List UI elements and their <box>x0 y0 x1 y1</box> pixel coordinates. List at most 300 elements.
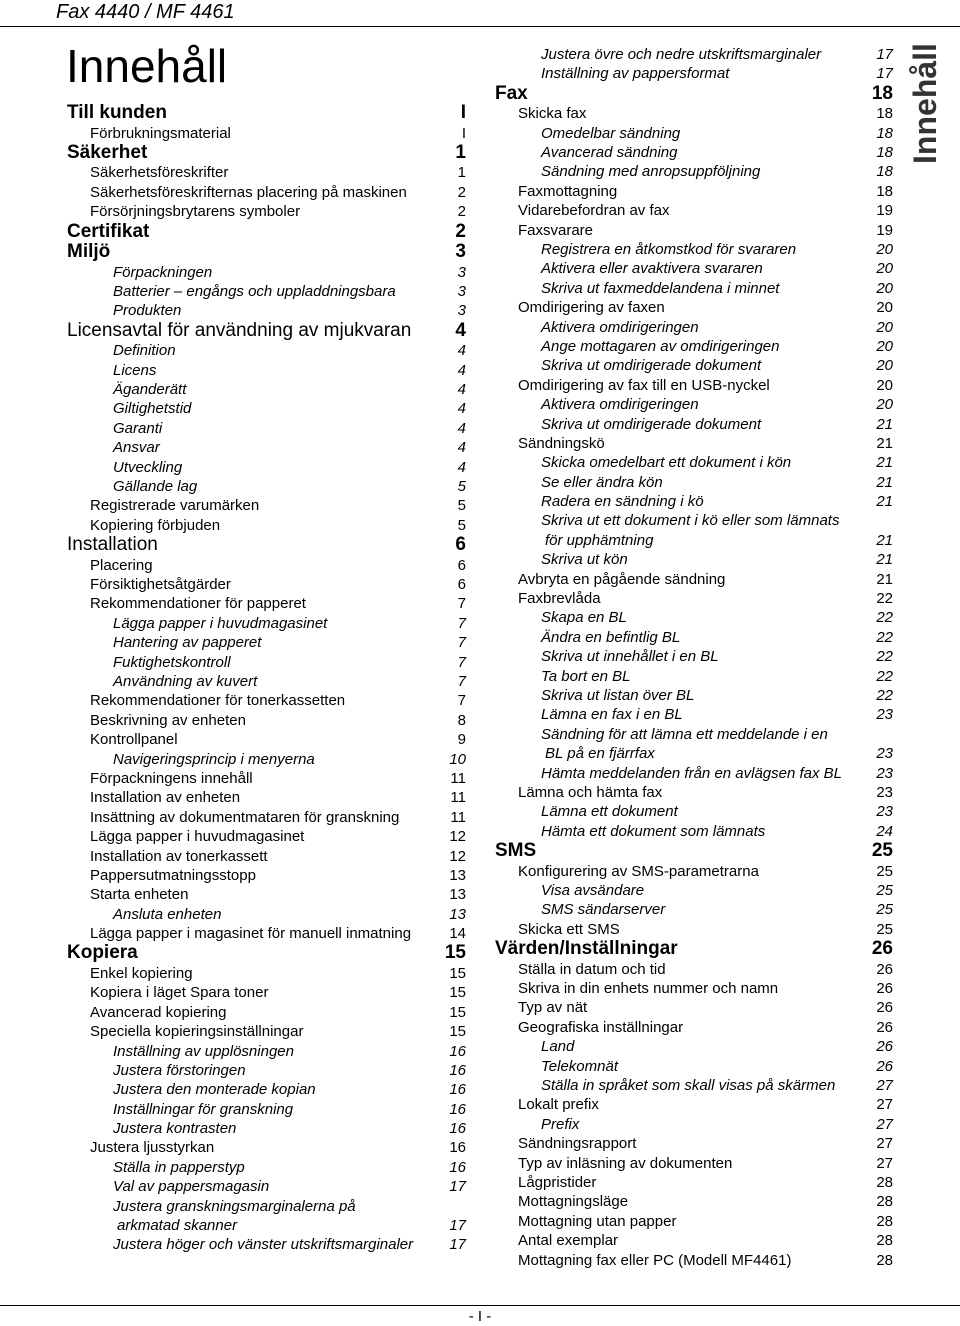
toc-entry-page: 28 <box>876 1193 893 1211</box>
toc-entry[interactable] <box>0 1251 900 1270</box>
toc-entry-title: Lämna en fax i en BL <box>541 706 683 724</box>
toc-entry-page: 4 <box>455 319 466 341</box>
toc-entry[interactable] <box>0 376 900 395</box>
toc-entry-title: Ta bort en BL <box>541 667 631 685</box>
toc-entry[interactable] <box>0 960 900 979</box>
toc-entry-page: 17 <box>449 1178 466 1196</box>
toc-entry-title: Äganderätt <box>113 381 187 399</box>
toc-entry-page: 20 <box>876 357 893 375</box>
toc-entry-page: 16 <box>449 1100 466 1118</box>
toc-entry-title: Sändningsrapport <box>518 1135 637 1153</box>
toc-entry-title: Lågpristider <box>518 1173 597 1191</box>
toc-entry-title: Mottagning fax eller PC (Modell MF4461) <box>518 1251 792 1269</box>
toc-entry-page: 6 <box>457 576 466 594</box>
toc-entry[interactable] <box>0 492 900 511</box>
toc-entry-title: Garanti <box>113 419 163 437</box>
toc-entry-page: 15 <box>449 964 466 982</box>
toc-entry[interactable] <box>0 920 900 939</box>
toc-entry-page: 23 <box>876 803 893 821</box>
toc-entry-page: 18 <box>876 105 893 123</box>
toc-entry-page: 17 <box>876 46 893 63</box>
toc-entry-title: Enkel kopiering <box>90 964 193 982</box>
toc-entry-page: 4 <box>457 400 466 418</box>
toc-entry-page: 4 <box>457 419 466 437</box>
toc-entry-title: Skriva ut listan över BL <box>541 687 695 704</box>
toc-entry-page: 11 <box>450 769 466 787</box>
toc-entry-title: Starta enheten <box>90 886 189 904</box>
toc-entry-title: Omdirigering av faxen <box>518 299 665 317</box>
toc-entry-title: Inställningar för granskning <box>113 1100 294 1118</box>
toc-entry[interactable] <box>0 608 900 627</box>
toc-entry[interactable] <box>0 1231 900 1250</box>
toc-entry-page: 22 <box>876 609 893 627</box>
toc-entry-page: 16 <box>449 1139 466 1157</box>
toc-entry[interactable] <box>0 1212 900 1231</box>
toc-entry[interactable] <box>0 705 900 724</box>
toc-entry-page: 3 <box>457 302 466 320</box>
toc-entry-page: 18 <box>876 182 893 200</box>
toc-entry[interactable] <box>0 822 900 841</box>
toc-entry-title: Typ av inläsning av dokumenten <box>518 1154 733 1172</box>
toc-entry-title: Försörjningsbrytarens symboler <box>90 203 301 221</box>
toc-entry[interactable] <box>0 473 900 492</box>
toc-entry-title: Justera granskningsmarginalerna på <box>113 1197 356 1215</box>
toc-entry[interactable] <box>0 628 900 647</box>
toc-entry-page: 18 <box>871 82 893 104</box>
toc-entry-page: 27 <box>876 1077 893 1095</box>
toc-entry-title: Geografiska inställningar <box>518 1018 684 1036</box>
toc-entry-title: Mottagning utan papper <box>518 1212 677 1230</box>
toc-entry-page: 21 <box>876 551 893 569</box>
section-side-tab <box>902 44 948 162</box>
toc-entry-page: 28 <box>876 1232 893 1250</box>
toc-entry-title: Skriva ut ett dokument i kö eller som lämnats <box>541 512 840 530</box>
toc-entry[interactable] <box>0 453 900 472</box>
toc-entry-title: Förbrukningsmaterial <box>90 124 231 142</box>
toc-entry[interactable] <box>0 1134 900 1153</box>
toc-entry-title: Faxsvarare <box>518 221 594 239</box>
toc-entry-title: arkmatad skanner <box>117 1217 238 1235</box>
toc-entry[interactable] <box>0 395 900 414</box>
toc-entry-title: Faxbrevlåda <box>518 590 601 608</box>
page-title: Innehåll <box>66 40 228 92</box>
toc-entry-title: Produkten <box>113 302 182 320</box>
toc-entry-title: Lägga papper i huvudmagasinet <box>113 614 328 632</box>
toc-entry-page: 16 <box>449 1042 466 1060</box>
toc-entry-title: Prefix <box>541 1115 580 1133</box>
toc-entry-title: Justera ljusstyrkan <box>90 1139 215 1157</box>
toc-entry-title: Inställning av upplösningen <box>113 1042 294 1060</box>
toc-entry-title: Skicka omedelbart ett dokument i kön <box>541 454 792 472</box>
toc-entry-title: Installation av enheten <box>90 789 241 807</box>
toc-entry-title: Gällande lag <box>113 477 198 495</box>
toc-entry-title: Säkerhet <box>67 141 148 163</box>
toc-entry[interactable] <box>0 1076 900 1095</box>
toc-entry-page: 17 <box>449 1217 466 1235</box>
toc-entry[interactable] <box>0 124 900 143</box>
toc-entry[interactable] <box>0 686 900 705</box>
toc-entry-title: Val av pappersmagasin <box>113 1178 270 1196</box>
toc-entry-page: 5 <box>457 497 466 515</box>
toc-entry-page: 14 <box>449 925 466 943</box>
toc-entry-title: Skicka fax <box>518 105 587 123</box>
toc-entry-page: 5 <box>457 477 466 495</box>
toc-entry-page: I <box>460 102 466 123</box>
toc-entry[interactable] <box>0 667 900 686</box>
toc-entry-page: 18 <box>876 163 893 181</box>
toc-entry-page: 4 <box>457 361 466 379</box>
toc-entry-title: Ställa in datum och tid <box>518 960 666 978</box>
toc-entry[interactable] <box>0 764 900 783</box>
toc-entry-page: 21 <box>876 570 893 588</box>
toc-entry-title: Beskrivning av enheten <box>90 711 246 729</box>
toc-entry[interactable] <box>0 104 900 123</box>
toc-entry-page: 7 <box>457 653 466 671</box>
toc-entry-page: 6 <box>457 556 466 574</box>
toc-entry-title: Skapa en BL <box>541 609 627 627</box>
toc-entry-page: 3 <box>455 241 466 263</box>
toc-entry-title: Fuktighetskontroll <box>113 653 231 671</box>
toc-entry-title: Ställa in språket som skall visas på skärmen <box>541 1077 836 1095</box>
toc-entry-title: Pappersutmatningsstopp <box>90 866 256 884</box>
toc-entry-page: 18 <box>876 144 893 162</box>
toc-entry-title: Registrera en åtkomstkod för svararen <box>541 241 797 259</box>
toc-entry-title: Justera kontrasten <box>113 1120 237 1138</box>
toc-entry-page: 7 <box>457 692 466 710</box>
toc-entry[interactable] <box>0 64 900 83</box>
toc-entry-page: 27 <box>876 1154 893 1172</box>
toc-entry[interactable] <box>0 744 900 763</box>
toc-entry[interactable] <box>0 783 900 802</box>
toc-entry[interactable] <box>0 201 900 220</box>
toc-entry-title: Batterier – engångs och uppladdningsbara <box>113 282 396 300</box>
toc-entry-page: 17 <box>876 65 893 83</box>
toc-entry-title: Rekommendationer för papperet <box>90 595 306 613</box>
toc-entry-page: 7 <box>457 672 466 690</box>
toc-entry-page: 16 <box>449 1158 466 1176</box>
toc-entry-title: Skicka ett SMS <box>518 920 620 938</box>
toc-entry[interactable] <box>0 841 900 862</box>
page-number: - I - <box>468 1308 492 1325</box>
footer-divider <box>0 1305 960 1306</box>
toc-entry-page: 23 <box>876 706 893 724</box>
toc-entry-page: 20 <box>876 260 893 278</box>
toc-entry-page: 15 <box>449 984 466 1002</box>
toc-entry-title: Land <box>541 1038 575 1056</box>
document-header-title: Fax 4440 / MF 4461 <box>56 1 235 23</box>
toc-entry[interactable] <box>0 337 900 356</box>
toc-entry-page: 17 <box>449 1236 466 1254</box>
toc-entry-page: 24 <box>876 822 893 840</box>
toc-entry-page: 16 <box>449 1061 466 1079</box>
toc-entry-page: 25 <box>871 840 893 862</box>
toc-entry-page: 20 <box>876 376 893 394</box>
toc-entry-page: 1 <box>457 164 466 182</box>
toc-entry-title: för upphämtning <box>545 531 654 549</box>
toc-entry-title: Värden/Inställningar <box>495 938 678 960</box>
header-divider <box>0 26 960 27</box>
toc-entry[interactable] <box>0 240 900 259</box>
toc-entry-title: Till kunden <box>67 102 167 123</box>
toc-entry-title: Förpackningens innehåll <box>90 769 253 787</box>
toc-entry-title: SMS <box>495 840 537 862</box>
toc-entry[interactable] <box>0 1037 900 1056</box>
toc-entry-title: Faxmottagning <box>518 182 618 200</box>
toc-entry-title: Registrerade varumärken <box>90 497 260 515</box>
toc-entry[interactable] <box>0 1173 900 1192</box>
toc-entry-title: Navigeringsprincip i menyerna <box>113 750 315 768</box>
toc-entry-title: Skriva ut innehållet i en BL <box>541 648 719 666</box>
toc-entry-title: Certifikat <box>67 220 150 242</box>
toc-entry-title: Sändning med anropsuppföljning <box>541 163 761 181</box>
toc-entry-title: Kopiering förbjuden <box>90 516 221 534</box>
toc-entry-title: Ansluta enheten <box>113 905 222 923</box>
toc-entry-title: Aktivera omdirigeringen <box>541 318 699 336</box>
toc-entry-page: 13 <box>449 905 466 923</box>
toc-entry-title: Försiktighetsåtgärder <box>90 576 231 594</box>
toc-entry-title: Skriva ut omdirigerade dokument <box>541 357 762 375</box>
toc-entry-page: 27 <box>876 1115 893 1133</box>
toc-entry[interactable] <box>0 84 900 105</box>
toc-entry-title: Lokalt prefix <box>518 1096 599 1114</box>
toc-entry-page: 7 <box>457 595 466 613</box>
toc-entry-page: 22 <box>876 687 893 704</box>
toc-entry-page: 7 <box>457 634 466 652</box>
toc-entry-title: Ställa in papperstyp <box>113 1158 245 1176</box>
toc-entry[interactable] <box>0 1192 900 1211</box>
toc-entry-title: Ansvar <box>113 439 160 457</box>
toc-entry-page: 23 <box>876 783 893 801</box>
toc-entry[interactable] <box>0 182 900 201</box>
toc-entry-page: 21 <box>876 473 893 491</box>
toc-entry-title: Giltighetstid <box>113 400 192 418</box>
toc-entry[interactable] <box>0 279 900 298</box>
toc-entry-title: Inställning av pappersformat <box>541 65 730 83</box>
toc-entry-page: 15 <box>449 1003 466 1021</box>
toc-entry-title: Fax <box>495 82 528 104</box>
toc-entry[interactable] <box>0 143 900 162</box>
toc-entry-page: 25 <box>876 920 893 938</box>
toc-entry[interactable] <box>0 802 900 821</box>
toc-entry-page: 25 <box>876 862 893 880</box>
toc-entry-page: 8 <box>457 711 466 729</box>
toc-entry-page: 12 <box>449 847 466 865</box>
toc-entry-title: Användning av kuvert <box>113 672 258 690</box>
toc-entry-page: 16 <box>449 1120 466 1138</box>
toc-entry-page: 4 <box>457 381 466 399</box>
toc-entry-page: 26 <box>876 980 893 998</box>
toc-entry-page: 1 <box>455 141 466 163</box>
toc-entry[interactable] <box>0 1115 900 1134</box>
toc-entry-page: 21 <box>876 531 893 549</box>
toc-entry-title: Rekommendationer för tonerkassetten <box>90 692 346 710</box>
toc-entry[interactable] <box>0 900 900 919</box>
toc-entry-page: 25 <box>876 901 893 919</box>
toc-entry-title: Skriva ut kön <box>541 551 628 569</box>
toc-entry-page: 25 <box>876 882 893 900</box>
toc-entry[interactable] <box>0 511 900 530</box>
toc-entry-title: Lägga papper i magasinet för manuell inmatning <box>90 925 412 943</box>
toc-entry[interactable] <box>0 318 900 337</box>
toc-entry-page: 23 <box>876 764 893 782</box>
toc-entry-page: 10 <box>449 750 466 768</box>
toc-entry-title: Radera en sändning i kö <box>541 493 704 511</box>
toc-entry-page: 20 <box>876 396 893 414</box>
toc-entry-page: 2 <box>457 183 466 201</box>
toc-entry-title: Kopiera <box>67 942 138 964</box>
toc-entry-page: 27 <box>876 1135 893 1153</box>
toc-entry-page: 11 <box>450 808 466 826</box>
toc-entry-title: Licens <box>113 361 157 379</box>
toc-entry[interactable] <box>0 415 900 434</box>
toc-entry-page: 3 <box>457 263 466 281</box>
toc-entry-page: 28 <box>876 1212 893 1230</box>
toc-entry[interactable] <box>0 221 900 240</box>
toc-entry-title: Justera den monterade kopian <box>113 1081 316 1099</box>
toc-entry-title: Ange mottagaren av omdirigeringen <box>541 337 780 355</box>
toc-entry-page: 15 <box>449 1023 466 1041</box>
toc-entry-page: 2 <box>457 203 466 221</box>
toc-entry-title: Hantering av papperet <box>113 634 262 652</box>
toc-entry[interactable] <box>0 939 900 960</box>
toc-entry-page: 4 <box>457 342 466 360</box>
toc-entry[interactable] <box>0 647 900 666</box>
toc-entry[interactable] <box>0 862 900 881</box>
toc-entry-title: Mottagningsläge <box>518 1193 629 1211</box>
toc-entry-page: 9 <box>457 731 466 749</box>
toc-entry[interactable] <box>0 725 900 744</box>
toc-entry-title: Aktivera eller avaktivera svararen <box>541 260 763 278</box>
toc-entry-title: Se eller ändra kön <box>541 473 663 491</box>
toc-entry[interactable] <box>0 434 900 453</box>
toc-entry-page: I <box>461 124 466 142</box>
toc-entry-title: SMS sändarserver <box>541 901 666 919</box>
toc-entry-page: 15 <box>444 942 466 964</box>
toc-entry-title: Installation <box>67 534 158 556</box>
toc-entry-title: Hämta ett dokument som lämnats <box>541 822 766 840</box>
toc-entry-title: Sändning för att lämna ett meddelande i en <box>541 725 828 743</box>
toc-entry-page: 20 <box>876 299 893 317</box>
toc-entry[interactable] <box>0 298 900 317</box>
toc-entry-page: 12 <box>449 828 466 846</box>
toc-entry-page: 11 <box>450 789 466 807</box>
toc-entry-title: Hämta meddelanden från en avlägsen fax BL <box>541 764 843 782</box>
toc-entry[interactable] <box>0 531 900 550</box>
toc-entry-title: Miljö <box>67 241 111 263</box>
toc-entry-title: Lämna och hämta fax <box>518 783 663 801</box>
toc-entry[interactable] <box>0 550 900 569</box>
toc-entry-title: Avbryta en pågående sändning <box>518 570 726 588</box>
toc-entry-page: 4 <box>457 439 466 457</box>
toc-entry-page: 23 <box>876 745 893 763</box>
toc-entry-title: Telekomnät <box>541 1057 618 1075</box>
toc-entry[interactable] <box>0 1095 900 1114</box>
toc-entry-page: 18 <box>876 124 893 142</box>
toc-entry-title: Säkerhetsföreskrifternas placering på maskinen <box>90 183 407 201</box>
toc-entry-title: Placering <box>90 556 153 574</box>
toc-entry[interactable] <box>0 570 900 589</box>
toc-entry-page: 26 <box>876 1038 893 1056</box>
toc-entry-page: 3 <box>457 282 466 300</box>
toc-entry-page: 21 <box>876 454 893 472</box>
toc-entry-page: 21 <box>876 493 893 511</box>
toc-entry-page: 22 <box>876 667 893 685</box>
toc-entry-page: 4 <box>457 458 466 476</box>
toc-entry-title: Definition <box>113 342 176 360</box>
toc-entry[interactable] <box>0 1018 900 1037</box>
toc-entry[interactable] <box>0 45 900 64</box>
toc-entry-page: 26 <box>871 938 893 960</box>
toc-entry-page: 5 <box>457 516 466 534</box>
toc-entry-title: Säkerhetsföreskrifter <box>90 164 229 182</box>
toc-entry-title: Kopiera i läget Spara toner <box>90 984 269 1002</box>
toc-entry-page: 26 <box>876 960 893 978</box>
toc-entry-title: Vidarebefordran av fax <box>518 202 670 220</box>
toc-entry-title: Licensavtal för användning av mjukvaran <box>67 319 412 341</box>
toc-entry[interactable] <box>0 259 900 278</box>
toc-entry-page: 22 <box>876 590 893 608</box>
toc-entry-title: Sändningskö <box>518 434 605 452</box>
toc-entry[interactable] <box>0 162 900 181</box>
section-side-tab-label: Innehåll <box>906 42 943 164</box>
toc-entry-page: 21 <box>876 434 893 452</box>
toc-entry-title: Konfigurering av SMS-parametrarna <box>518 862 759 880</box>
toc-entry-page: 20 <box>876 279 893 297</box>
toc-entry[interactable] <box>0 998 900 1017</box>
toc-entry-title: Aktivera omdirigeringen <box>541 396 699 414</box>
toc-entry-page: 22 <box>876 648 893 666</box>
toc-entry-title: Skriva in din enhets nummer och namn <box>518 980 779 998</box>
toc-entry-title: Visa avsändare <box>541 882 645 900</box>
toc-entry-title: Kontrollpanel <box>90 731 178 749</box>
toc-entry-title: Justera övre och nedre utskriftsmarginaler <box>541 46 822 63</box>
toc-entry-page: 19 <box>876 221 893 239</box>
toc-entry-page: 7 <box>457 614 466 632</box>
toc-entry-title: Skriva ut faxmeddelandena i minnet <box>541 279 780 297</box>
toc-entry-page: 21 <box>876 415 893 433</box>
toc-entry[interactable] <box>0 979 900 998</box>
toc-entry-title: Insättning av dokumentmataren för granskning <box>90 808 400 826</box>
toc-entry-page: 26 <box>876 1018 893 1036</box>
toc-entry-page: 28 <box>876 1173 893 1191</box>
toc-entry[interactable] <box>0 1057 900 1076</box>
toc-entry-page: 16 <box>449 1081 466 1099</box>
toc-entry[interactable] <box>0 356 900 375</box>
toc-entry-title: Lägga papper i huvudmagasinet <box>90 828 305 846</box>
toc-entry-page: 27 <box>876 1096 893 1114</box>
toc-entry-title: Avancerad sändning <box>541 144 678 162</box>
toc-entry-title: Förpackningen <box>113 263 213 281</box>
toc-entry-page: 2 <box>455 220 466 242</box>
toc-entry-page: 26 <box>876 1057 893 1075</box>
toc-entry-page: 6 <box>455 534 466 556</box>
toc-entry-title: Avancerad kopiering <box>90 1003 227 1021</box>
toc-entry-title: Justera höger och vänster utskriftsmarginaler <box>113 1236 414 1254</box>
toc-entry-title: Installation av tonerkassett <box>90 847 268 865</box>
toc-entry[interactable] <box>0 1154 900 1173</box>
toc-entry-page: 13 <box>449 886 466 904</box>
toc-entry[interactable] <box>0 589 900 608</box>
toc-right-column <box>0 45 900 1270</box>
toc-entry-page: 22 <box>876 628 893 646</box>
toc-entry-title: Typ av nät <box>518 999 588 1017</box>
toc-entry-title: Antal exemplar <box>518 1232 619 1250</box>
toc-entry-title: Justera förstoringen <box>113 1061 246 1079</box>
toc-entry-page: 19 <box>876 202 893 220</box>
toc-entry[interactable] <box>0 881 900 900</box>
toc-entry-title: Ändra en befintlig BL <box>541 628 681 646</box>
toc-entry-page: 20 <box>876 337 893 355</box>
